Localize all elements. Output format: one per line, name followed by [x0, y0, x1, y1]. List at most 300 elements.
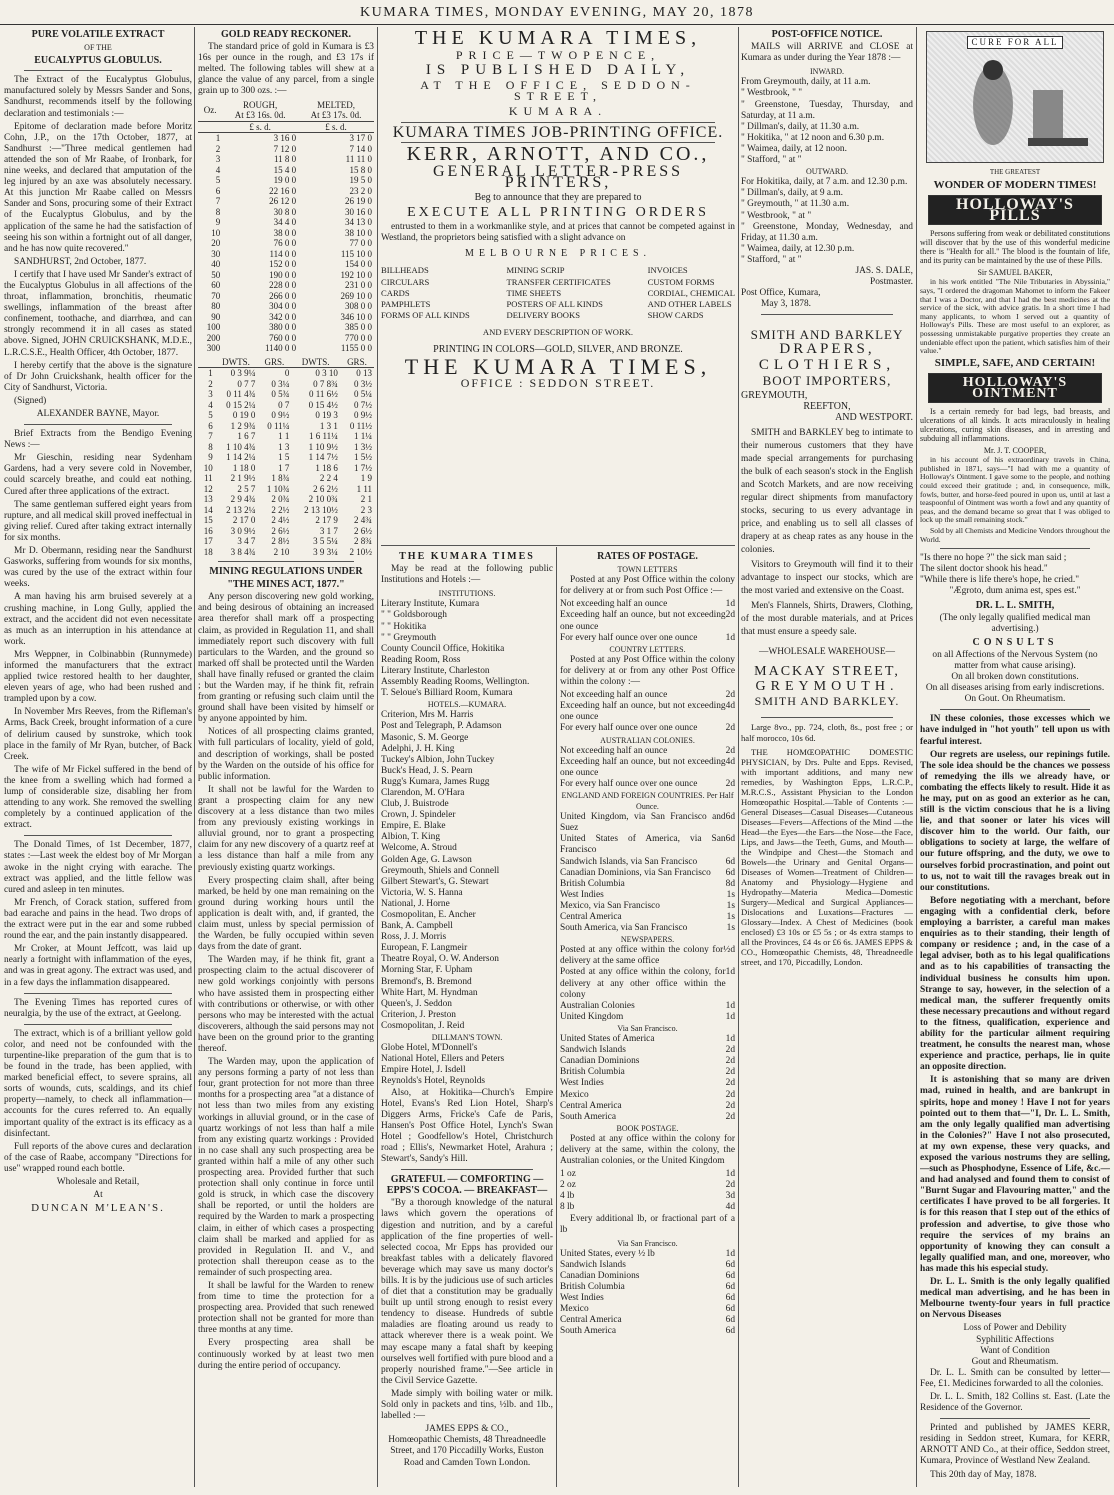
list-item: " Greenstone, Tuesday, Thursday, and Saturday, at 11 a.m.	[741, 99, 913, 121]
table-cell: 2 17 9	[315, 515, 338, 526]
table-row	[198, 463, 374, 474]
paper-name: THE KUMARA TIMES,	[404, 354, 712, 380]
signature: ALEXANDER BAYNE, Mayor.	[36, 409, 160, 419]
paragraph: AND EVERY DESCRIPTION OF WORK.	[482, 326, 634, 337]
table-cell: 0 15 2¼	[226, 399, 256, 410]
rate-label: Posted at any office within the colony, for delivery at any other office within the colony	[560, 967, 726, 1000]
table-cell: 115 10 0	[340, 248, 372, 259]
table-cell: 231 0 0	[345, 280, 372, 291]
ad-title: CLOTHIERS,	[758, 356, 896, 373]
list-item: " Hokitika, " at 12 noon and 6.30 p.m.	[741, 132, 885, 143]
table-cell: 50	[211, 269, 221, 280]
table-cell: 0 19 0	[232, 410, 256, 421]
table-cell: 30 8 0	[273, 206, 297, 217]
table-cell: 2 13 10½	[304, 504, 338, 515]
list-item: Gilbert Stewart's, G. Stewart	[381, 876, 489, 887]
list-item: Criterion, J. Preston	[381, 1009, 456, 1020]
paragraph: Posted at any office within the colony for delivery at the same, within the colony, the Australian colonies, or the United Kingdom	[560, 1133, 735, 1167]
table-cell: 0 3½	[354, 378, 372, 389]
rate-value: 2d	[725, 1111, 735, 1122]
table-cell: 114 0 0	[269, 248, 297, 259]
paragraph: Any person discovering new gold working, and being desirous of obtaining an increased area therefor shall mark off a prospecting claim, as provided in Regulation 11, and shall immediately report such discovery with full particulars to the Warden, and the ground so marked off shall be protected until the Warden shall have finally refused or granted the claim ; but the Warden may, if he think fit, refrain from granting or refusing such claim until the ground shall have been visited by himself or by anyone appointed by him.	[198, 592, 374, 725]
rate-value: 2d	[725, 778, 735, 789]
sub-title: INWARD.	[810, 67, 844, 77]
table-row	[198, 249, 374, 260]
rate-label: Exceeding half an ounce, but not exceeding one ounce	[560, 701, 726, 723]
holloways-pills-logo: HOLLOWAY'S PILLS	[928, 195, 1102, 225]
rate-value: 2d	[725, 1045, 735, 1056]
table-cell: 2 2½	[271, 504, 290, 515]
table-cell: 0 11½	[349, 420, 372, 431]
table-cell: 7 14 0	[349, 143, 372, 154]
holloways-ointment-logo: HOLLOWAY'S OINTMENT	[928, 373, 1102, 403]
table-cell: 228 0 0	[269, 280, 297, 291]
divider	[761, 314, 893, 315]
rate-value: 2d	[725, 745, 735, 756]
paragraph: On all broken down constitutions.	[951, 672, 1079, 683]
column-rule	[556, 547, 557, 1487]
rate-row	[560, 945, 735, 967]
list-item: " Westbrook, " at "	[741, 210, 812, 221]
table-row	[198, 526, 374, 537]
table-cell: 2 6 2½	[313, 483, 338, 494]
rate-value: 6d	[725, 1259, 735, 1270]
rate-value: 2d	[725, 1056, 735, 1067]
dillman-list	[381, 1043, 553, 1087]
printer-title: GENERAL LETTER-PRESS PRINTERS,	[432, 162, 684, 191]
paragraph: In November Mrs Reeves, from the Rifleman's Arms, Back Creek, brought information of a cure of delirium caused by sunstroke, which took place in the family of Mr Ryan, butcher, of Back Creek.	[4, 707, 192, 762]
rate-row	[560, 868, 735, 879]
rate-label: West Indies	[560, 1293, 604, 1304]
table-cell: 380 0 0	[269, 322, 297, 333]
table-cell: 90	[211, 311, 221, 322]
table-cell: 0 5¼	[354, 389, 372, 400]
sub-title: OUTWARD.	[806, 167, 848, 177]
list-item: CARDS	[381, 287, 410, 298]
table-cell: 0 11¼	[267, 420, 290, 431]
table-row	[198, 515, 374, 526]
table-cell: 7	[215, 196, 221, 207]
rate-label: Exceeding half an ounce, but not exceeding one ounce	[560, 610, 726, 632]
column-post-office	[741, 27, 913, 1487]
table-row	[198, 368, 374, 379]
paragraph: The Warden may, upon the application of any persons forming a party of not less than four, grant protection for not more than three months for a prospecting area "at a distance of not less than two miles from any existing workings in alluvial ground, or in the case of quartz workings of not less than half a mile from any existing quartz workings : Provided in no case shall any such prospecting area be granted within half a mile of any other such prospecting area. Provided further that such protection shall only continue in force until gold is struck, in which case the discovery shall be reported, or until the holders are required by the Warden to mark a prospecting claim, in either of which cases a prospecting claim shall be marked and applied for as provided in Regulation II. and V., and protection shall thereupon cease as to the remainder of such prospecting area.	[198, 1057, 374, 1278]
list-item: " " Hokitika	[381, 621, 427, 632]
table-cell: 1 5½	[354, 452, 372, 463]
list-item: Adelphi, J. H. King	[381, 743, 455, 754]
divider	[940, 1418, 1090, 1419]
paragraph: THE HOMŒOPATHIC DOMESTIC PHYSICIAN, by Drs. Pulte and Epps. Revised, with important additions, and many new remedies, by Washington Epps, L.R.C.P., M.R.C.S., Assistant Physician to the London Homœopathic Hospital.—Table of Contents :—General Diseases—Casual Diseases—Cutaneous Diseases—Fevers—Affections of the Mind —the Head—the Eyes—the Ears—the Nose—the Face, Lips, and Jaws—the Teeth, Gums, and Mouth—the Windpipe and Chest—the Stomach and Bowels—the Urinary and Genital Organs—Diseases of Women—Treatment of Children—Anatomy and Physiology—Hygiene and Hydropathy—Materia Medica—Domestic Surgery—Medical and Surgical Appliances—Dislocations and Luxations—Fractures —Glossary—Index. A Chest of Medicines (book enclosed) £3 10s or £5 5s ; or 4s extra stamps to all the Provinces, £4 4s or £6 6s. JAMES EPPS & CO., Homœopathic Chemists, 48, Threadneedle street, and 170, Piccadilly, London.	[741, 746, 913, 967]
list-item: TRANSFER CERTIFICATES	[506, 276, 611, 287]
list-item: Golden Age, G. Lawson	[381, 854, 472, 865]
rate-label: Mexico	[560, 1304, 589, 1315]
rate-row	[560, 701, 735, 723]
dwt-table	[198, 357, 374, 558]
table-cell: 0 7 8¾	[313, 378, 338, 389]
list-item: " Westbrook, " "	[741, 88, 803, 99]
table-cell: 77 0 0	[349, 238, 372, 249]
list-item: Buck's Head, J. S. Pearn	[381, 765, 473, 776]
paragraph: Large 8vo., pp. 724, cloth, 8s., post free ; or half morocco, 10s 6d.	[741, 722, 913, 744]
list-item: " Dillman's, daily, at 9 a.m.	[741, 188, 844, 199]
imprint: This 20th day of May, 1878.	[930, 1469, 1037, 1480]
table-cell: 1	[215, 133, 221, 144]
rate-label: United States, every ½ lb	[560, 1248, 655, 1259]
rate-value: 6d	[725, 1293, 735, 1304]
rate-label: For every half ounce over one ounce	[560, 778, 698, 789]
table-cell: 10	[203, 462, 213, 473]
paragraph: The wife of Mr Fickel suffered in the bend of the knee from a swelling which had formed a lump of considerable size, disabling her from attending to any work. She removed the swelling completely by a continued application of the extract.	[4, 764, 192, 831]
rate-row	[560, 857, 735, 868]
table-cell: 23 2 0	[349, 185, 372, 196]
list-item: MINING SCRIP	[506, 265, 565, 276]
printer-name: KERR, ARNOTT, AND CO.,	[406, 142, 710, 165]
column-gold-reckoner	[198, 27, 374, 1487]
rate-row	[560, 879, 735, 890]
table-row	[198, 343, 374, 354]
list-item: Theatre Royal, O. W. Anderson	[381, 954, 499, 965]
table-cell: 16	[203, 525, 213, 536]
table-cell: 60	[211, 280, 221, 291]
ad-title: SMITH AND BARKLEY.	[754, 694, 900, 709]
table-cell: 2 1	[360, 494, 372, 505]
rate-value: 1d	[725, 599, 735, 610]
table-row	[198, 259, 374, 270]
rate-row	[560, 1271, 735, 1282]
rate-row	[560, 1202, 735, 1213]
paragraph: entrusted to them in a workmanlike style, and at prices that cannot be competed against in Westland, the proprietors being satisfied with a slight advance on	[381, 222, 735, 244]
table-cell: 1 18 6	[315, 462, 338, 473]
list-item: Tuckey's Albion, John Tuckey	[381, 754, 495, 765]
rate-label: Sandwich Islands	[560, 1259, 626, 1270]
table-row	[198, 196, 374, 207]
divider	[218, 561, 354, 562]
rate-value: 1s	[726, 923, 735, 934]
paragraph: May be read at the following public Institutions and Hotels :—	[381, 564, 553, 586]
table-cell: 9	[208, 452, 213, 463]
paragraph: It is astonishing that so many are driven mad, ruined in health, and are bankrupt in spirits, hope and money ! Have I not for years pointed out to them that—"I, Dr. L. L. Smith, am the only legally qualified man advertising in the Colonies?" Have I not also prosecuted, at my own expense, these very quacks, and exposed the various nostrums they are selling,—such as Phosphodyne, Essence of Life, &c.—and had analysed and found them to consist of "Burnt Sugar and Flavouring matter," and the certificates I have proved to be all forgeries. It is for this reason that I step out of the ethics of profession and advertise, to give those who require the services of my brains an opportunity of knowing they can consult a legally qualified man, and one, moreover, who has made this his especial study.	[920, 1075, 1110, 1274]
table-cell: 18	[203, 546, 213, 557]
paragraph: Mr French, of Corack station, suffered from bad earache and pains in the head. Two drops of the extract were put in the ear and some rubbed round the ear, and the pain instantly disappeared.	[4, 897, 192, 942]
rate-value: 6d	[725, 1315, 735, 1326]
list-item: Empire, E. Blake	[381, 821, 446, 832]
headline: MELBOURNE PRICES.	[464, 248, 652, 260]
list-item: Masonic, S. M. George	[381, 732, 469, 743]
table-cell: 269 10 0	[340, 290, 372, 301]
list-item: Morning Star, F. Upham	[381, 965, 473, 976]
section-title: GOLD READY RECKONER.	[221, 29, 351, 40]
rate-value: 1d	[725, 1000, 735, 1011]
list-item: Rugg's Kumara, James Rugg	[381, 776, 490, 787]
rate-value: 6d	[725, 834, 735, 845]
table-cell: 2 8¾	[354, 536, 372, 547]
list-item: CUSTOM FORMS	[647, 276, 715, 287]
table-cell: 7 12 0	[273, 143, 297, 154]
rate-value: 1s	[726, 900, 735, 911]
list-item: Greymouth, Shiels and Connell	[381, 865, 500, 876]
rate-value: 2d	[725, 1180, 735, 1191]
table-cell: 15 4 0	[273, 164, 297, 175]
list-item: FORMS OF ALL KINDS	[381, 309, 470, 320]
paragraph: Every prospecting claim shall, after being marked, be held by one man remaining on the ground during working hours until the application is dealt with, and, if granted, the claim must, unless by special permission of the Warden, be fully occupied within seven days from the date of grant.	[198, 875, 374, 953]
paragraph: Beg to announce that they are prepared to	[474, 191, 642, 203]
ad-title: BOOT IMPORTERS,	[762, 372, 892, 388]
sub-title: Mr. J. T. COOPER,	[983, 446, 1047, 456]
rate-row	[560, 812, 735, 834]
paragraph: (The only legally qualified medical man advertising.)	[939, 612, 1091, 634]
table-cell: 3 4 7	[237, 536, 256, 547]
rate-label: South America, via San Francisco	[560, 923, 688, 934]
table-row	[198, 217, 374, 228]
table-cell: 22 16 0	[269, 185, 297, 196]
table-cell: 0 11 4¾	[226, 389, 256, 400]
retailer-name: DUNCAN M'LEAN'S.	[31, 1202, 165, 1215]
paragraph: I certify that I have used Mr Sander's extract of the Eucalyptus Globulus in all affections of the throat, inflammation, bronchitis, rheumatic swellings, inflammation of the breast after confinement, toothache, and diarrhœa, and can strongly recommend it in all cases as stated above. Signed, JOHN CRUICKSHANK, M.D.E., L.R.C.S.E., Health Officer, 4th October, 1877.	[4, 269, 192, 358]
paragraph: On Gout. On Rheumatism.	[964, 694, 1066, 705]
rate-value: 1d	[725, 1248, 735, 1259]
rate-row	[560, 1078, 735, 1089]
table-cell: 1 5	[278, 452, 290, 463]
table-cell: 17	[203, 536, 213, 547]
table-cell: 5	[208, 410, 213, 421]
rate-label: West Indies	[560, 1078, 604, 1089]
paragraph: Want of Condition	[980, 1345, 1050, 1356]
rate-label: South America	[560, 1326, 616, 1337]
rate-value: 6d	[725, 1271, 735, 1281]
paragraph: Dr. L. L. Smith is the only legally qualified medical man advertising, and he has been in Melbourne twenty-four years in full practice on Nervous Diseases	[920, 1277, 1110, 1321]
divider	[24, 1024, 172, 1025]
rate-value: 1d	[725, 1034, 735, 1045]
column-rule	[377, 27, 378, 1487]
rate-row	[560, 1282, 735, 1293]
table-header: DWTS.	[215, 357, 258, 368]
rate-label: 4 lb	[560, 1191, 575, 1202]
table-header: GRS.	[257, 357, 291, 368]
table-cell: 20	[211, 238, 221, 249]
column-kumara-times-ad	[381, 27, 735, 542]
table-cell: 6	[208, 420, 213, 431]
table-cell: 0 7 7	[237, 378, 256, 389]
table-cell: 2 9 4¾	[230, 494, 256, 505]
table-header: DWTS.	[291, 357, 339, 368]
rate-label: Canadian Dominions, via San Francisco	[560, 867, 711, 878]
list-item: " Stafford, " at "	[741, 155, 802, 166]
paragraph: Posted at any Post Office within the colony for delivery at or from such Post Office :—	[560, 575, 735, 597]
rate-row	[560, 923, 735, 934]
sub-title: Sir SAMUEL BAKER,	[977, 268, 1053, 278]
table-cell: 1 2 9¾	[230, 420, 256, 431]
divider	[24, 993, 172, 994]
list-item: T. Seloue's Billiard Room, Kumara	[381, 688, 513, 699]
rate-row	[560, 1326, 735, 1337]
table-cell: 1 8¾	[271, 473, 290, 484]
list-item: " Waimea, daily, at 12.30 p.m.	[741, 243, 855, 254]
rate-label: Canadian Dominions	[560, 1271, 640, 1281]
rate-label: United States of America, via San Francisco	[560, 834, 726, 856]
list-item: CIRCULARS	[381, 276, 430, 287]
sub-title: HOTELS.—KUMARA.	[427, 700, 507, 710]
table-row	[198, 291, 374, 302]
paragraph: The extract, which is of a brilliant yellow gold color, and need not be confounded with the turpentine-like preparation of the gum that is to be found in the trade, has been applied, with marked beneficial effect, to severe sprains, all sorts of wounds, cuts, scaldings, and its chief property—namely, to check all inflammation—accounts for the cures referred to. An equally important quality of the extract is its efficacy as a disinfectant.	[4, 1028, 192, 1139]
sub-title: TOWN LETTERS	[617, 565, 678, 575]
rate-row	[560, 1260, 735, 1271]
divider	[401, 1169, 533, 1170]
rate-row	[560, 599, 735, 610]
rate-label: Mexico, via San Francisco	[560, 900, 660, 911]
quote-line: "Ægroto, dum anima est, spes est."	[949, 586, 1081, 597]
table-cell: 2 1 9½	[230, 473, 256, 484]
rate-label: Sandwich Islands, via San Francisco	[560, 856, 698, 867]
paragraph: It shall not be lawful for the Warden to grant a prospecting claim for any new discovery at a less distance than two miles from any previously existing workings in alluvial ground, nor to grant a prospecting claim for any new discovery of a quartz reef at a less distance than half a mile from any previously existing quartz workings.	[198, 784, 374, 873]
paragraph: Wholesale and Retail,	[56, 1177, 140, 1187]
rates-list	[560, 945, 735, 1023]
divider	[940, 548, 1090, 549]
rate-row	[560, 890, 735, 901]
rates-list	[560, 812, 735, 934]
table-cell: 30 16 0	[345, 206, 372, 217]
list-item: Globe Hotel, M'Donnell's	[381, 1043, 478, 1054]
table-cell: 2 6½	[354, 525, 372, 536]
list-item: Literary Institute, Charleston	[381, 665, 490, 676]
table-cell: 8	[215, 206, 221, 217]
table-cell: 6	[215, 185, 221, 196]
table-row	[198, 186, 374, 197]
table-row	[198, 547, 374, 558]
table-cell: 1 6 11¼	[308, 431, 338, 442]
rate-label: United States of America	[560, 1034, 655, 1045]
table-row	[198, 484, 374, 495]
table-cell: 3 1 7	[319, 525, 338, 536]
table-cell: 0 19 3	[315, 410, 338, 421]
quote-line: "Is there no hope ?" the sick man said ;	[920, 553, 1067, 564]
table-cell: 4	[215, 164, 221, 175]
list-item: White Hart, M. Hyndman	[381, 987, 478, 998]
list-item: National Hotel, Ellers and Peters	[381, 1054, 505, 1065]
table-row	[198, 322, 374, 333]
table-cell: 2 17 0	[232, 515, 256, 526]
rate-row	[560, 610, 735, 632]
table-row	[198, 379, 374, 390]
sub-title: NEWSPAPERS.	[620, 935, 675, 945]
table-cell: 2 2 4	[319, 473, 338, 484]
paragraph: Dr. L. L. Smith, 182 Collins st. East. (Late the Residence of the Governor.	[920, 1391, 1110, 1414]
paragraph: Notices of all prospecting claims granted, with full particulars of locality, yield of gold, and description of workings, shall be posted by the Warden on the outside of his office for public information.	[198, 727, 374, 782]
rate-row	[560, 1304, 735, 1315]
list-item: " Waimea, daily, at 12 noon.	[741, 143, 847, 154]
list-item: European, F. Langmeir	[381, 943, 468, 954]
rate-row	[560, 633, 735, 644]
table-cell: 0 7	[278, 399, 290, 410]
services-column	[507, 265, 611, 320]
rate-row	[560, 779, 735, 790]
rate-value: 2d	[725, 1078, 735, 1089]
paragraph: Mr Gieschin, residing near Sydenham Gardens, had a very severe cold in November, could scarcely breathe, and could eat nothing. Cured after three applications of the extract.	[4, 453, 192, 497]
table-cell: 30	[211, 248, 221, 259]
list-item: BILLHEADS	[381, 265, 429, 276]
paragraph: Is a certain remedy for bad legs, bad breasts, and ulcerations of all kinds. It acts miraculously in healing ulcerations, curing skin diseases, and in arresting and subduing all inflammations.	[920, 407, 1110, 444]
divider	[381, 545, 735, 546]
paragraph: Posted at any Post Office within the colony for delivery at or from any other Post Office within the colony :—	[560, 654, 735, 688]
table-cell: 2 0¾	[271, 494, 290, 505]
table-row	[198, 312, 374, 323]
table-row	[198, 333, 374, 344]
table-row	[198, 421, 374, 432]
paragraph: Made simply with boiling water or milk. Sold only in packets and tins, ½lb. and 1lb., labelled :—	[381, 1388, 553, 1422]
table-cell: 342 0 0	[269, 311, 297, 322]
paragraph: The Warden may, if he think fit, grant a prospecting claim to the actual discoverer of new gold workings conjointly with persons who have assisted them in prospecting either with contributions or otherwise, or with other persons who may be interested with the actual discoverers, although the said persons may not have been on the ground prior to the granting thereof.	[198, 955, 374, 1054]
table-cell: 26 12 0	[269, 196, 297, 207]
rate-value: 2d	[725, 1100, 735, 1111]
table-cell: 7	[208, 431, 213, 442]
headline: EXECUTE ALL PRINTING ORDERS	[407, 205, 709, 221]
table-cell: 15	[203, 515, 213, 526]
paragraph: It shall be lawful for the Warden to renew from time to time the protection for a prospecting area. Provided that such renewed protection shall not be granted for more than three months at any time.	[198, 1280, 374, 1336]
list-item: Queen's, J. Seddon	[381, 998, 452, 1009]
table-cell: 385 0 0	[345, 322, 372, 333]
column-rule	[194, 27, 195, 1487]
rate-label: Not exceeding half an ounce	[560, 690, 668, 701]
rate-label: For every half ounce over one ounce	[560, 632, 698, 643]
list-item: Cosmopolitan, E. Ancher	[381, 910, 476, 920]
table-row	[198, 175, 374, 186]
table-cell: 19 0 0	[273, 175, 297, 186]
rate-row	[560, 1101, 735, 1112]
ad-title: SIMPLE, SAFE, AND CERTAIN!	[934, 356, 1096, 369]
paragraph: A man having his arm bruised severely at a crushing machine, in Long Gully, applied the extract, and the accident did not even necessitate as much as an interruption in his attendance at work.	[4, 592, 192, 647]
rate-label: West Indies	[560, 889, 604, 900]
section-title: THE KUMARA TIMES	[399, 551, 535, 562]
paragraph: REEFTON,	[803, 400, 851, 412]
rate-value: 6d	[725, 1326, 735, 1337]
table-row	[198, 410, 374, 421]
rate-label: Posted at any office within the colony for delivery at the same office	[560, 945, 724, 967]
list-item: Criterion, Mrs M. Harris	[381, 710, 474, 721]
paragraph: Visitors to Greymouth will find it to their advantage to inspect our stocks, which are the most varied and extensive on the Coast.	[741, 560, 913, 596]
cure-for-all-engraving	[926, 31, 1104, 163]
list-item: Bank, A. Campbell	[381, 921, 453, 932]
paragraph: The standard price of gold in Kumara is £3 16s per ounce in the rough, and £3 17s if melted. The following tables will shew at a glance the value of any parcel, from a single grain up to 300 ozs. :—	[198, 42, 374, 97]
rate-row	[560, 1045, 735, 1056]
section-title: POST-OFFICE NOTICE.	[771, 29, 883, 40]
rate-label: For every half ounce over one ounce	[560, 723, 698, 734]
paragraph: Sold by all Chemists and Medicine Vendors throughout the World.	[920, 525, 1110, 544]
table-cell: 200	[206, 332, 221, 343]
paragraph: JAMES EPPS & CO.,	[425, 1424, 509, 1435]
rate-label: Central America	[560, 1100, 622, 1111]
table-cell: 300	[206, 343, 221, 354]
list-item: PAMPHLETS	[381, 298, 431, 309]
rate-label: British Columbia	[560, 1067, 625, 1078]
paragraph: Gout and Rheumatism.	[971, 1356, 1059, 1367]
table-row	[198, 228, 374, 239]
table-cell: 26 19 0	[345, 196, 372, 207]
table-header: Oz.	[198, 100, 222, 122]
table-cell: 40	[211, 259, 221, 270]
list-item: Welcome, A. Stroud	[381, 843, 457, 854]
table-cell: 770 0 0	[345, 332, 372, 343]
table-cell: 0 13	[356, 368, 372, 379]
paragraph: Mrs Weppner, in Colbinabbin (Runnymede) informed the manufacturers that the extract applied twice restored health to her daughter, eleven years of age, who had been rushed and trampled upon by a cow.	[4, 649, 192, 705]
paragraph: Syphilitic Affections	[976, 1334, 1054, 1345]
table-cell: 308 0 0	[345, 301, 372, 312]
paragraph: Loss of Power and Debility	[963, 1323, 1067, 1334]
table-cell: 3 17 0	[349, 133, 372, 144]
paragraph: The Extract of the Eucalyptus Globulus, manufactured solely by Messrs Sander and Sons, Sandhurst, recommends itself by the following declaration and testimonials :—	[4, 75, 192, 119]
table-cell: 13	[203, 494, 213, 505]
section-title: RATES OF POSTAGE.	[597, 551, 698, 562]
paragraph: in his account of his extraordinary travels in China, published in 1871, says—"I had with me a quantity of Holloway's Ointment. I gave some to the people, and nothing could exceed their gratitude ; and, in consequence, milk, fowls, butter, and horse-feed poured in upon us, until at last a teaspoonful of Ointment was worth a fowl and any quantity of peas, and the demand became so great that I was obliged to lock up the small remaining stock."	[920, 455, 1110, 525]
paragraph: on all Affections of the Nervous System (no matter from what cause arising).	[932, 649, 1098, 671]
